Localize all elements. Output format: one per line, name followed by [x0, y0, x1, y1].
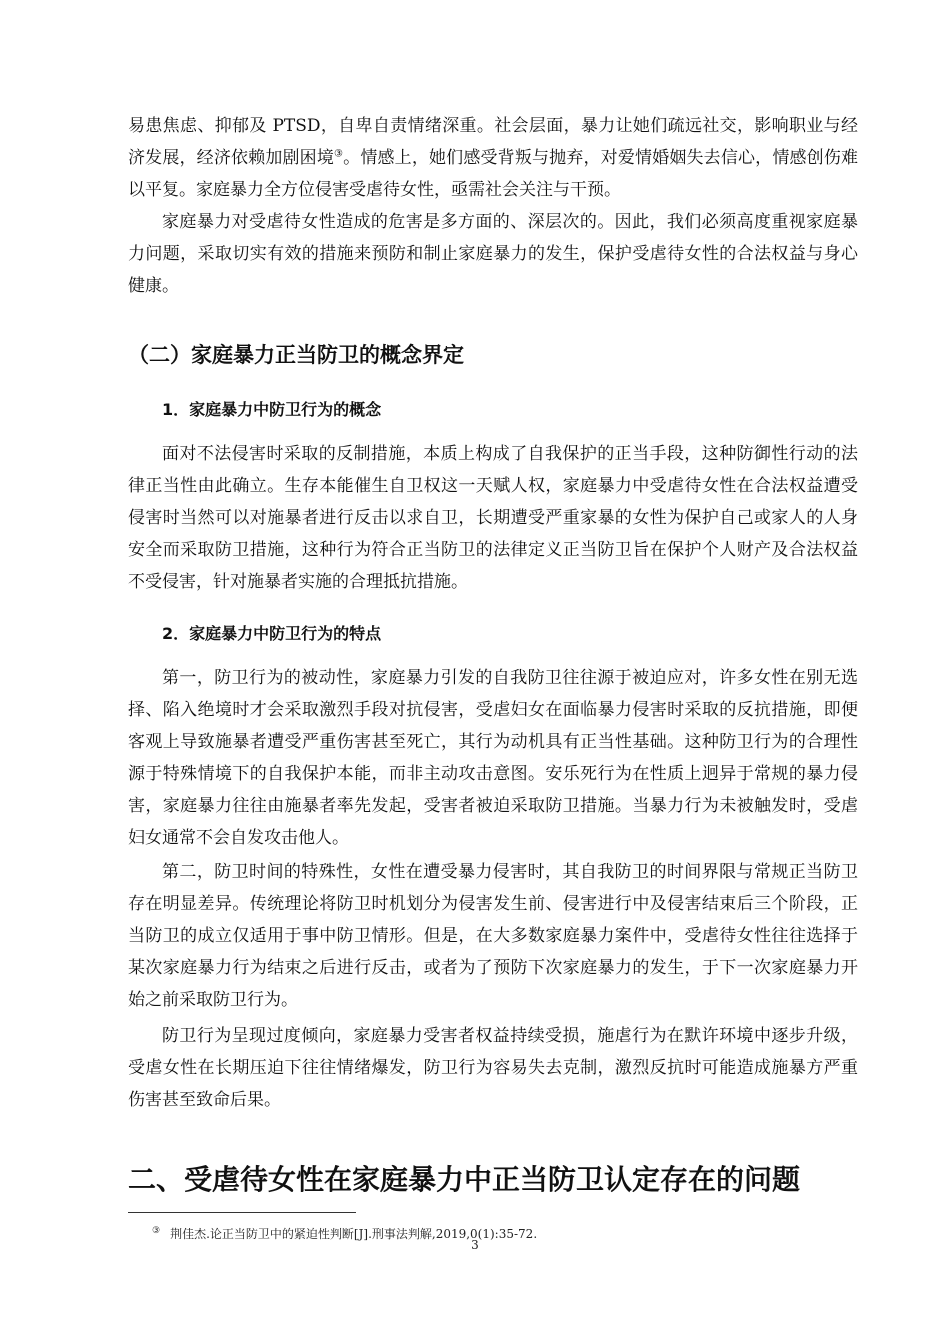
paragraph-excess: 防卫行为呈现过度倾向，家庭暴力受害者权益持续受损，施虐行为在默许环境中逐步升级，受虐女性在长期压迫下往往情绪爆发，防卫行为容易失去克制，激烈反抗时可能造成施暴方严重伤害甚至致命后果。 — [128, 1026, 858, 1110]
paragraph-passivity: 第一，防卫行为的被动性，家庭暴力引发的自我防卫往往源于被迫应对，许多女性在别无选择、陷入绝境时才会采取激烈手段对抗侵害，受虐妇女在面临暴力侵害时采取的反抗措施，即便客观上导致施暴者遭受严重伤害甚至死亡，其行为动机具有正当性基础。这种防卫行为的合理性源于特殊情境下的自我保护本能，而非主动攻击意图。安乐死行为在性质上迥异于常规的暴力侵害，家庭暴力往往由施暴者率先发起，受害者被迫采取防卫措施。当暴力行为未被触发时，受虐妇女通常不会自发攻击他人。 — [128, 668, 858, 848]
paragraph-harm-effects-text: 易患焦虑、抑郁及 PTSD，自卑自责情绪深重。社会层面，暴力让她们疏远社交，影响职业与经济发展，经济依赖加剧困境 — [128, 116, 858, 168]
paragraph-timing: 第二，防卫时间的特殊性，女性在遭受暴力侵害时，其自我防卫的时间界限与常规正当防卫存在明显差异。传统理论将防卫时机划分为侵害发生前、侵害进行中及侵害结束后三个阶段，正当防卫的成立仅适用于事中防卫情形。但是，在大多数家庭暴力案件中，受虐待女性往往选择于某次家庭暴力行为结束之后进行反击，或者为了预防下次家庭暴力的发生，于下一次家庭暴力开始之前采取防卫行为。 — [128, 862, 858, 1010]
subsection-heading-concept: 1．家庭暴力中防卫行为的概念 — [162, 400, 382, 419]
paragraph-concept: 面对不法侵害时采取的反制措施，本质上构成了自我保护的正当手段，这种防御性行动的法律正当性由此确立。生存本能催生自卫权这一天赋人权，家庭暴力中受虐待女性在合法权益遭受侵害时当然可以对施暴者进行反击以求自卫，长期遭受严重家暴的女性为保护自己或家人的人身安全而采取防卫措施，这种行为符合正当防卫的法律定义正当防卫旨在保护个人财产及合法权益不受侵害，针对施暴者实施的合理抵抗措施。 — [128, 444, 858, 592]
section-heading-concept: （二）家庭暴力正当防卫的概念界定 — [128, 343, 464, 367]
paragraph-harm-effects-tail: 。情感上，她们感受背叛与抛弃，对爱情婚姻失去信心，情感创伤难以平复。家庭暴力全方位侵害受虐待女性，亟需社会关注与干预。 — [128, 148, 859, 200]
page-number: 3 — [471, 1238, 479, 1252]
paragraph-harm-effects — [128, 110, 858, 206]
footnote-reference[interactable]: ③ — [334, 148, 344, 160]
chapter-heading: 二、受虐待女性在家庭暴力中正当防卫认定存在的问题 — [128, 1163, 801, 1196]
footnote-text: 荆佳杰.论正当防卫中的紧迫性判断[J].刑事法判解,2019,0(1):35-72. — [170, 1227, 538, 1241]
footnote-divider — [128, 1212, 356, 1213]
subsection-heading-features: 2．家庭暴力中防卫行为的特点 — [162, 624, 382, 643]
footnote-mark: ③ — [152, 1226, 161, 1236]
paragraph-harm-summary: 家庭暴力对受虐待女性造成的危害是多方面的、深层次的。因此，我们必须高度重视家庭暴力问题，采取切实有效的措施来预防和制止家庭暴力的发生，保护受虐待女性的合法权益与身心健康。 — [128, 212, 858, 296]
